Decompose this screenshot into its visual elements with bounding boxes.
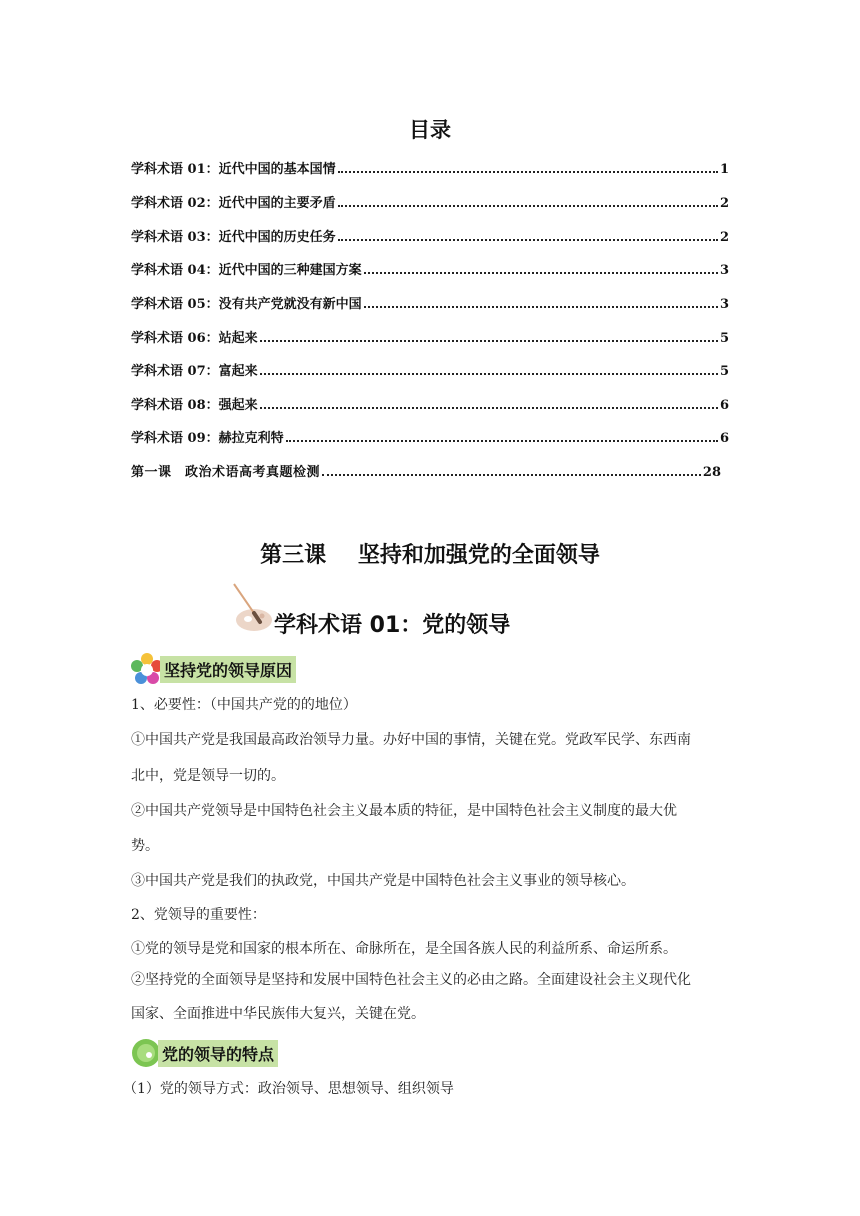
- body-line: ②中国共产党领导是中国特色社会主义最本质的特征，是中国特色社会主义制度的最大优: [131, 803, 677, 819]
- body-line: 2、党领导的重要性：: [131, 907, 266, 923]
- toc-entry-page: 6: [719, 431, 729, 446]
- body-line: 国家、全面推进中华民族伟大复兴，关键在党。: [131, 1006, 425, 1022]
- toc-entry-3[interactable]: [131, 225, 729, 245]
- body-line: ①党的领导是党和国家的根本所在、命脉所在，是全国各族人民的利益所系、命运所系。: [131, 941, 677, 957]
- toc-entry-7[interactable]: [131, 359, 729, 379]
- lesson-title: 第三课 坚持和加强党的全面领导: [260, 543, 600, 568]
- toc-entry-label: 第一课 政治术语高考真题检测: [131, 465, 321, 480]
- toc-entry-label: 学科术语 04：近代中国的三种建国方案: [131, 263, 362, 278]
- toc-entry-page: 1: [719, 162, 729, 177]
- toc-entry-label: 学科术语 02：近代中国的主要矛盾: [131, 196, 336, 211]
- toc-entry-page: 6: [719, 398, 729, 413]
- toc-entry-6[interactable]: [131, 326, 729, 346]
- body-line: 1、必要性：（中国共产党的的地位）: [131, 697, 357, 713]
- toc-entry-label: 学科术语 09：赫拉克利特: [131, 431, 284, 446]
- toc-entry-label: 学科术语 03：近代中国的历史任务: [131, 230, 336, 245]
- toc-title: 目录: [409, 118, 451, 142]
- toc-entry-label: 学科术语 01：近代中国的基本国情: [131, 162, 336, 177]
- toc-entry-page: 2: [719, 230, 729, 245]
- toc-entry-label: 学科术语 05：没有共产党就没有新中国: [131, 297, 362, 312]
- section-heading-reasons: [130, 652, 296, 686]
- toc-entry-page: 5: [719, 331, 729, 346]
- toc-entry-page: 3: [719, 297, 729, 312]
- toc-leader-dots: [322, 474, 701, 476]
- toc-leader-dots: [260, 407, 718, 409]
- toc-entry-label: 学科术语 07：富起来: [131, 364, 258, 379]
- flower-icon: [130, 652, 164, 686]
- body-line: 北中，党是领导一切的。: [131, 768, 285, 784]
- toc-entry-4[interactable]: [131, 258, 729, 278]
- section-heading-features: [130, 1036, 278, 1070]
- body-line: ①中国共产党是我国最高政治领导力量。办好中国的事情，关键在党。党政军民学、东西南: [131, 732, 691, 748]
- toc-entry-2[interactable]: [131, 191, 729, 211]
- toc-leader-dots: [338, 171, 718, 173]
- toc-entry-1[interactable]: [131, 157, 729, 177]
- toc-leader-dots: [338, 205, 718, 207]
- toc-entry-label: 学科术语 08：强起来: [131, 398, 258, 413]
- toc-leader-dots: [364, 272, 718, 274]
- toc-entry-5[interactable]: [131, 292, 729, 312]
- body-line: 势。: [131, 838, 159, 854]
- toc-entry-page: 2: [719, 196, 729, 211]
- toc-leader-dots: [286, 440, 718, 442]
- body-line: ②坚持党的全面领导是坚持和发展中国特色社会主义的必由之路。全面建设社会主义现代化: [131, 972, 691, 988]
- paint-palette-icon: [228, 582, 274, 636]
- toc-entry-page: 28: [702, 465, 721, 480]
- toc-leader-dots: [338, 239, 718, 241]
- toc-entry-page: 3: [719, 263, 729, 278]
- toc-leader-dots: [260, 340, 718, 342]
- toc-entry-label: 学科术语 06：站起来: [131, 331, 258, 346]
- toc-leader-dots: [364, 306, 718, 308]
- section-heading-text: 坚持党的领导原因: [160, 656, 296, 683]
- term-heading: 学科术语 01：党的领导: [274, 613, 511, 638]
- body-line: ③中国共产党是我们的执政党，中国共产党是中国特色社会主义事业的领导核心。: [131, 873, 635, 889]
- toc-leader-dots: [260, 373, 718, 375]
- toc-entry-10[interactable]: [131, 460, 721, 480]
- toc-entry-9[interactable]: [131, 426, 729, 446]
- toc-entry-8[interactable]: [131, 393, 729, 413]
- toc-entry-page: 5: [719, 364, 729, 379]
- section-heading-text: 党的领导的特点: [158, 1040, 278, 1067]
- body-line: （1）党的领导方式：政治领导、思想领导、组织领导: [123, 1081, 454, 1097]
